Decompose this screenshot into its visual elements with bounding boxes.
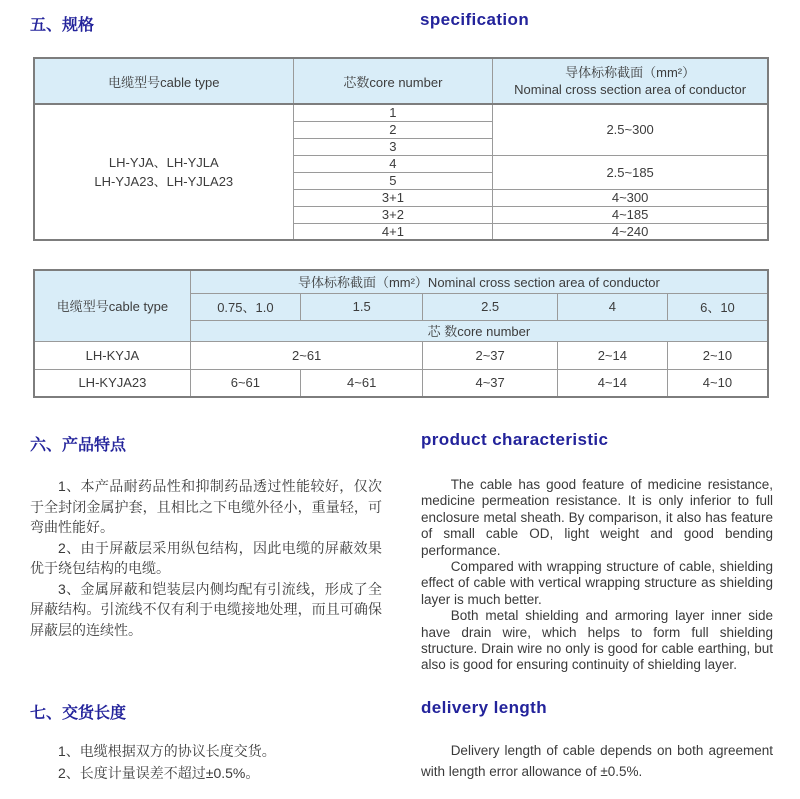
cross-section-header-zh: 导体标称截面（mm²） (565, 65, 696, 80)
core-range-cell: 4~10 (667, 369, 768, 397)
section5-title-en: specification (420, 10, 530, 29)
core-range-cell: 4~14 (557, 369, 667, 397)
core-number-cell: 3+1 (293, 189, 493, 206)
paragraph: 2、由于屏蔽层采用纵包结构，因此电缆的屏蔽效果优于绕包结构的电缆。 (30, 539, 382, 576)
cable-type-line1: LH-YJA、LH-YJLA (108, 155, 219, 170)
cable-type-line2: LH-YJA23、LH-YJLA23 (94, 174, 234, 189)
paragraph: Both metal shielding and armoring layer inner side have drain wire, which helps to form full shielding structure. Drain wire no only is good for cable earthing, but also is good for ensuring continuity of shielding layer. (421, 608, 773, 673)
core-number-cell: 2 (293, 121, 493, 138)
table-row (34, 341, 768, 369)
delivery-items-zh (30, 741, 382, 784)
core-number-cell: 3 (293, 138, 493, 155)
characteristic-paragraphs-en (421, 477, 773, 674)
cross-section-header-en: Nominal cross section area of conductor (514, 82, 747, 97)
size-header-cell: 6、10 (667, 293, 768, 320)
core-number-header: 芯 数core number (190, 320, 768, 341)
size-header-cell: 2.5 (423, 293, 557, 320)
table-header-row (34, 270, 768, 293)
cable-type-header: 电缆型号cable type (34, 58, 293, 104)
paragraph: Delivery length of cable depends on both agreement with length error allowance of ±0.5%. (421, 743, 773, 779)
size-header-cell: 1.5 (300, 293, 423, 320)
cable-type-cell: LH-KYJA (34, 341, 190, 369)
area-cell: 2.5~185 (493, 155, 768, 189)
core-range-cell: 4~61 (300, 369, 423, 397)
area-cell: 2.5~300 (493, 104, 768, 155)
table-row (34, 104, 768, 121)
list-item: 2、长度计量误差不超过±0.5%。 (58, 764, 260, 781)
core-number-cell: 1 (293, 104, 493, 121)
section7-title-en: delivery length (421, 698, 547, 717)
core-range-cell: 2~37 (423, 341, 557, 369)
core-range-cell: 2~61 (190, 341, 423, 369)
core-table (33, 269, 769, 398)
table-row (34, 369, 768, 397)
area-cell: 4~185 (493, 206, 768, 223)
spec-table (33, 57, 769, 241)
cross-section-header: 导体标称截面（mm²）Nominal cross section area of conductor (190, 270, 768, 293)
section6-title-zh: 六、产品特点 (30, 437, 127, 454)
size-header-cell: 4 (557, 293, 667, 320)
table-header-row (34, 58, 768, 104)
list-item: 1、电缆根据双方的协议长度交货。 (58, 743, 276, 759)
section5-title-zh: 五、规格 (30, 17, 95, 34)
delivery-paragraph-en (421, 740, 773, 782)
core-number-cell: 5 (293, 172, 493, 189)
core-number-cell: 4+1 (293, 223, 493, 240)
cross-section-header (493, 58, 768, 104)
core-range-cell: 4~37 (423, 369, 557, 397)
core-number-cell: 3+2 (293, 206, 493, 223)
core-number-header: 芯数core number (293, 58, 493, 104)
section7-title-zh: 七、交货长度 (30, 705, 127, 722)
size-header-cell: 0.75、1.0 (190, 293, 300, 320)
area-cell: 4~240 (493, 223, 768, 240)
cable-type-header: 电缆型号cable type (34, 270, 190, 341)
characteristic-paragraphs-zh (30, 476, 382, 640)
area-cell: 4~300 (493, 189, 768, 206)
core-range-cell: 2~14 (557, 341, 667, 369)
core-range-cell: 6~61 (190, 369, 300, 397)
cable-type-cell: LH-KYJA23 (34, 369, 190, 397)
core-range-cell: 2~10 (667, 341, 768, 369)
section6-title-en: product characteristic (421, 430, 609, 449)
paragraph: The cable has good feature of medicine resistance, medicine permeation resistance. It is only inferior to full enclosure metal sheath. By comparison, it also has feature of small cable OD, light weight and good bending performance. (421, 477, 773, 558)
paragraph: Compared with wrapping structure of cable, shielding effect of cable with vertical wrapping structure as shielding layer is much better. (421, 559, 773, 607)
core-number-cell: 4 (293, 155, 493, 172)
cable-type-cell (34, 104, 293, 240)
paragraph: 3、金属屏蔽和铠装层内侧均配有引流线，形成了全屏蔽结构。引流线不仅有利于电缆接地处理，而且可确保屏蔽层的连续性。 (30, 580, 382, 638)
paragraph: 1、本产品耐药品性和抑制药品透过性能较好，仅次于全封闭金属护套，且相比之下电缆外径小，重量轻，可弯曲性能好。 (30, 478, 382, 535)
